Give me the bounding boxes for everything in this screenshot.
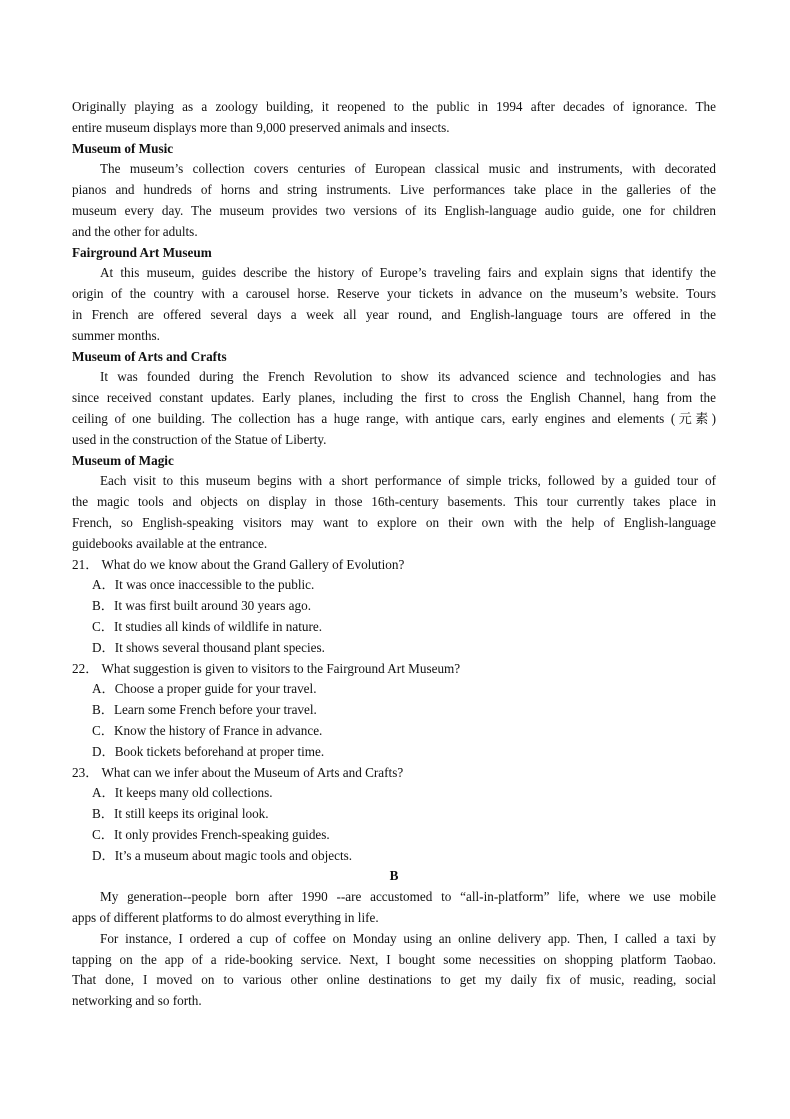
question-text: What can we infer about the Museum of Arts and Crafts? [101,764,404,780]
text-line: That done, I moved on to various other online destinations to get my daily fix of music, reading, social [72,972,716,988]
intro-paragraph [72,97,716,139]
question-stem [72,555,716,576]
option-letter: B． [92,702,114,718]
option-letter: A． [92,577,115,593]
option-text: Know the history of France in advance. [113,722,323,738]
option-letter: B． [92,598,114,614]
option-c [72,617,716,638]
text-line: entire museum displays more than 9,000 preserved animals and insects. [72,119,450,135]
option-d [72,846,716,867]
question-number: 22． [72,660,99,676]
option-letter: B． [92,806,114,822]
option-letter: D． [92,847,115,863]
option-a [72,575,716,596]
text-line: in French are offered several days a week all year round, and English-language tours are offered in the [72,306,716,322]
option-text: It’s a museum about magic tools and objects. [114,847,353,863]
question-21 [72,555,716,659]
text-line: summer months. [72,327,160,343]
option-d [72,638,716,659]
option-letter: A． [92,785,115,801]
part-b [72,866,716,1012]
option-text: Book tickets beforehand at proper time. [114,743,325,759]
option-letter: C． [92,722,114,738]
option-text: It studies all kinds of wildlife in nature. [113,618,323,634]
section-heading: Museum of Arts and Crafts [72,348,227,364]
option-c [72,825,716,846]
question-stem [72,659,716,680]
part-b-paragraph [72,929,716,1012]
text-line: the magic tools and objects on display in those 16th-century basements. This tour currently takes place in [72,494,716,510]
section-museum-of-music [72,139,716,243]
document-body [72,97,716,1012]
option-text: It keeps many old collections. [114,785,273,801]
option-a [72,783,716,804]
text-line: and the other for adults. [72,223,198,239]
question-22 [72,659,716,763]
text-line: networking and so forth. [72,993,202,1009]
text-line: The museum’s collection covers centuries of European classical music and instruments, with decorated [100,161,716,177]
text-line: origin of the country with a carousel horse. Reserve your tickets in advance on the museum’s website. Tours [72,286,716,302]
text-line: French, so English-speaking visitors may want to explore on their own with the help of English-language [72,514,716,530]
text-line: Each visit to this museum begins with a short performance of simple tricks, followed by a guided tour of [100,473,716,489]
text-line: It was founded during the French Revolution to show its advanced science and technologies and has [100,369,716,385]
text-line: pianos and hundreds of horns and string instruments. Live performances take place in the galleries of the [72,182,716,198]
text-line: For instance, I ordered a cup of coffee on Monday using an online delivery app. Then, I called a taxi by [100,930,716,946]
text-line: museum every day. The museum provides two versions of its English-language audio guide, one for children [72,202,716,218]
option-b [72,596,716,617]
option-letter: A． [92,681,115,697]
option-letter: C． [92,826,114,842]
question-number: 21． [72,556,99,572]
part-b-paragraph [72,887,716,929]
text-line: At this museum, guides describe the history of Europe’s traveling fairs and explain signs that identify the [100,265,716,281]
question-stem [72,763,716,784]
question-number: 23． [72,764,99,780]
question-23 [72,763,716,867]
text-line: since received constant updates. Early planes, including the first to cross the English Channel, hang from the [72,390,716,406]
text-line: used in the construction of the Statue of Liberty. [72,431,327,447]
text-line: tapping on the app of a ride-booking service. Next, I bought some necessities on shopping platform Taobao. [72,951,716,967]
option-letter: D． [92,743,115,759]
text-line: guidebooks available at the entrance. [72,535,268,551]
section-museum-of-magic [72,451,716,555]
section-heading: Fairground Art Museum [72,244,212,260]
question-text: What suggestion is given to visitors to the Fairground Art Museum? [101,660,461,676]
text-line: My generation--people born after 1990 --are accustomed to “all-in-platform” life, where we use mobile [100,889,716,905]
text-line: apps of different platforms to do almost everything in life. [72,910,379,926]
option-c [72,721,716,742]
section-fairground-art-museum [72,243,716,347]
option-a [72,679,716,700]
option-letter: D． [92,639,115,655]
option-letter: C． [92,618,114,634]
option-text: It was once inaccessible to the public. [114,577,315,593]
option-text: Learn some French before your travel. [113,702,317,718]
option-text: It only provides French-speaking guides. [113,826,330,842]
option-b [72,700,716,721]
option-text: It shows several thousand plant species. [114,639,325,655]
part-b-heading: B [389,868,399,884]
option-d [72,742,716,763]
text-line: ceiling of one building. The collection has a huge range, with antique cars, early engines and elements (元素) [72,410,716,426]
option-b [72,804,716,825]
option-text: Choose a proper guide for your travel. [114,681,317,697]
option-text: It was first built around 30 years ago. [113,598,312,614]
section-heading: Museum of Magic [72,452,174,468]
text-line: Originally playing as a zoology building, it reopened to the public in 1994 after decades of ignorance. The [72,99,716,114]
question-text: What do we know about the Grand Gallery of Evolution? [101,556,405,572]
section-heading: Museum of Music [72,140,174,156]
option-text: It still keeps its original look. [113,806,269,822]
section-museum-of-arts-and-crafts [72,347,716,451]
